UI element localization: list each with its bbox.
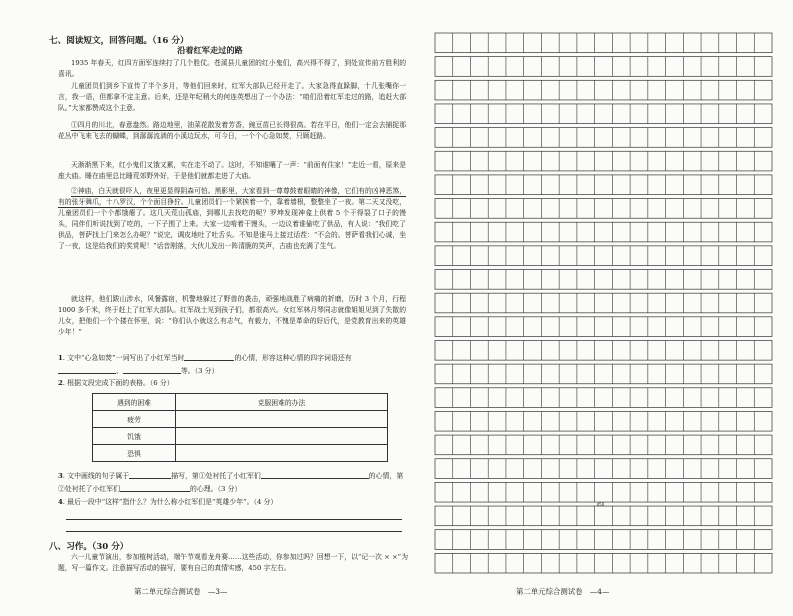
table-cell: 饥饿 [93,428,176,445]
grid-row[interactable] [435,104,772,124]
table-row [93,411,388,428]
grid-row[interactable] [435,270,772,290]
grid-row[interactable] [435,293,772,313]
difficulty-table [92,393,388,462]
question-2-number: 2 [58,379,63,387]
grid-row[interactable] [435,317,772,337]
question-4: 4. 最后一段中“这样”指什么？为什么称小红军们是“英雄少年”。（4 分） [58,498,278,506]
answer-blank[interactable] [184,352,234,361]
reading-section-heading: 七、阅读短文，回答问题。（16 分） [49,36,189,46]
grid-row[interactable] [435,246,772,266]
writing-section-heading: 八、习作。（30 分） [49,542,129,552]
grid-row[interactable] [435,57,772,77]
paragraph-1: 1935 年春天，红四方面军连续打了几个胜仗。苍溪县儿童团的红小鬼们，高兴得不得了，到处宣传前方胜利的喜讯。 [58,59,406,79]
table-cell: 疲劳 [93,411,176,428]
answer-line[interactable] [66,519,402,520]
answer-line[interactable] [66,531,402,532]
grid-row[interactable] [435,506,772,526]
grid-row[interactable] [435,340,772,360]
paragraph-3-rest: 若在平日，他们一定会去捕捉那花丛中飞来飞去的蝴蝶，到潺潺流淌的小溪边玩水，可今日，一个个心急如焚，只顾赶路。 [58,121,407,141]
page-footer-3: 第二单元综合测试卷 —3— [134,587,228,596]
grid-row[interactable] [435,530,772,550]
underlined-sentence-2: ②神庙，白天就很吓人，夜里更显得阴森可怕。黑影里，大家看到一尊尊鼓着眼睛的神像，它们有的凶神恶煞，有的张牙舞爪，十八罗汉，个个面目狰狞。 [58,187,406,207]
question-1: 1. 文中“心急如焚”一词写出了小红军当时 的心情，形容这种心情的四字词语还有、 等。（3 分） [58,354,352,375]
question-3: 3. 文中画线的句子属于 描写，第①处衬托了小红军们 的心情，第②处衬托了小红军们 的心理。（3 分） [58,472,404,493]
question-1-number: 1 [58,354,63,362]
answer-blank[interactable] [120,483,190,492]
answer-cell[interactable] [176,445,388,462]
table-header-cell: 克服困难的办法 [176,394,388,411]
page-footer-4: 第二单元综合测试卷 —4— [516,587,610,596]
paragraph-5 [58,186,406,252]
grid-row[interactable] [435,80,772,100]
word-count-marker: 450 [596,502,605,508]
grid-row[interactable] [435,435,772,455]
question-2: 2. 根据文段完成下面的表格。（6 分） [58,379,174,387]
table-row [93,445,388,462]
question-3-number: 3 [58,472,63,480]
grid-row[interactable] [435,411,772,431]
paragraph-5-rest: 儿童团员们一个紧挨着一个，靠着墙根，整整坐了一夜。第二天又没吃，儿童团员们一个个都饿瘪了。这几天荒山孤庙，到哪儿去找吃的呢？罗坤发现神龛上供着 5 个干得裂了口子的馒头，同伴们听说找到了吃的，一下子围了上来。大家一边啃着干馒头，一边议着谁偷吃了供品，有人说：“我们吃了供品，菩萨找上门来怎么办呢？”说完，调皮地吐了吐舌头。不知是谁马上接过话茬：“不会的。菩萨看我们心诚，坐了一夜，这是给我们的奖赏呢！”话音刚落，大伙儿发出一阵清脆的笑声，古庙也充满了生气。 [58,198,407,251]
grid-row[interactable] [435,151,772,171]
page-4 [420,0,793,616]
answer-blank[interactable] [123,365,181,374]
paragraph-2: 儿童团员们到乡下宣传了半个多月，等他们回来时，红军大部队已经开走了。大家急得直跺脚，十几张嘴你一言，我一语，但都拿不定主意。后来，还是年纪稍大的何连英想出了一个办法：“咱们沿着红军走过的路，追赶大部队。”大家都赞成这个主意。 [58,82,406,113]
answer-blank[interactable] [129,470,171,479]
writing-prompt: 六一儿童节演出，参加植树活动，端午节观看龙舟赛……这些活动，你参加过吗？回想一下，以“记一次 × ×”为题，写一篇作文。注意描写活动的描写，要有自己的真情实感，450 字左右。 [58,553,408,573]
answer-blank[interactable] [58,365,116,374]
question-4-number: 4 [58,498,63,506]
composition-grid[interactable] [420,0,793,590]
table-row [93,428,388,445]
grid-row[interactable] [435,482,772,502]
answer-blank[interactable] [261,470,369,479]
paragraph-3 [58,120,406,142]
underlined-sentence-1: ①四月的川北，春意盎然。路边地里，油菜花散发着芳香，豌豆苗已长得很高。 [71,121,311,129]
grid-row[interactable] [435,33,772,53]
table-header-row [93,394,388,411]
paragraph-4: 天渐渐黑下来，红小鬼们又饿又累，实在走不动了。这时，不知谁嚷了一声：“前面有住家！”走近一看，原来是座大庙。睡在庙里总比睡荒郊野外好，于是他们就都走进了大庙。 [58,161,406,181]
grid-row[interactable] [435,199,772,219]
table-cell: 恐惧 [93,445,176,462]
answer-cell[interactable] [176,411,388,428]
table-header-cell: 遇到的困难 [93,394,176,411]
answer-cell[interactable] [176,428,388,445]
grid-row[interactable] [435,364,772,384]
paragraph-6: 就这样，他们跋山涉水，风餐露宿，机警地躲过了野兽的袭击，顽强地战胜了病痛的折磨，历时 3 个月，行程 1000 多千米，终于赶上了红军大部队。红军战士见到孩子们，都很高兴。女红军林月琴同志就像姐姐见到了失散的儿女，把他们一个个搂在怀里，说：“你们认小就这么有志气，有毅力，不愧是革命的好后代，是党教育出来的英雄少年！” [58,295,406,337]
grid-row[interactable] [435,175,772,195]
grid-row[interactable] [435,222,772,242]
grid-row[interactable] [435,553,772,573]
article-title: 沿着红军走过的路 [177,45,243,55]
grid-row[interactable] [435,388,772,408]
grid-row[interactable] [435,459,772,479]
grid-row[interactable] [435,128,772,148]
